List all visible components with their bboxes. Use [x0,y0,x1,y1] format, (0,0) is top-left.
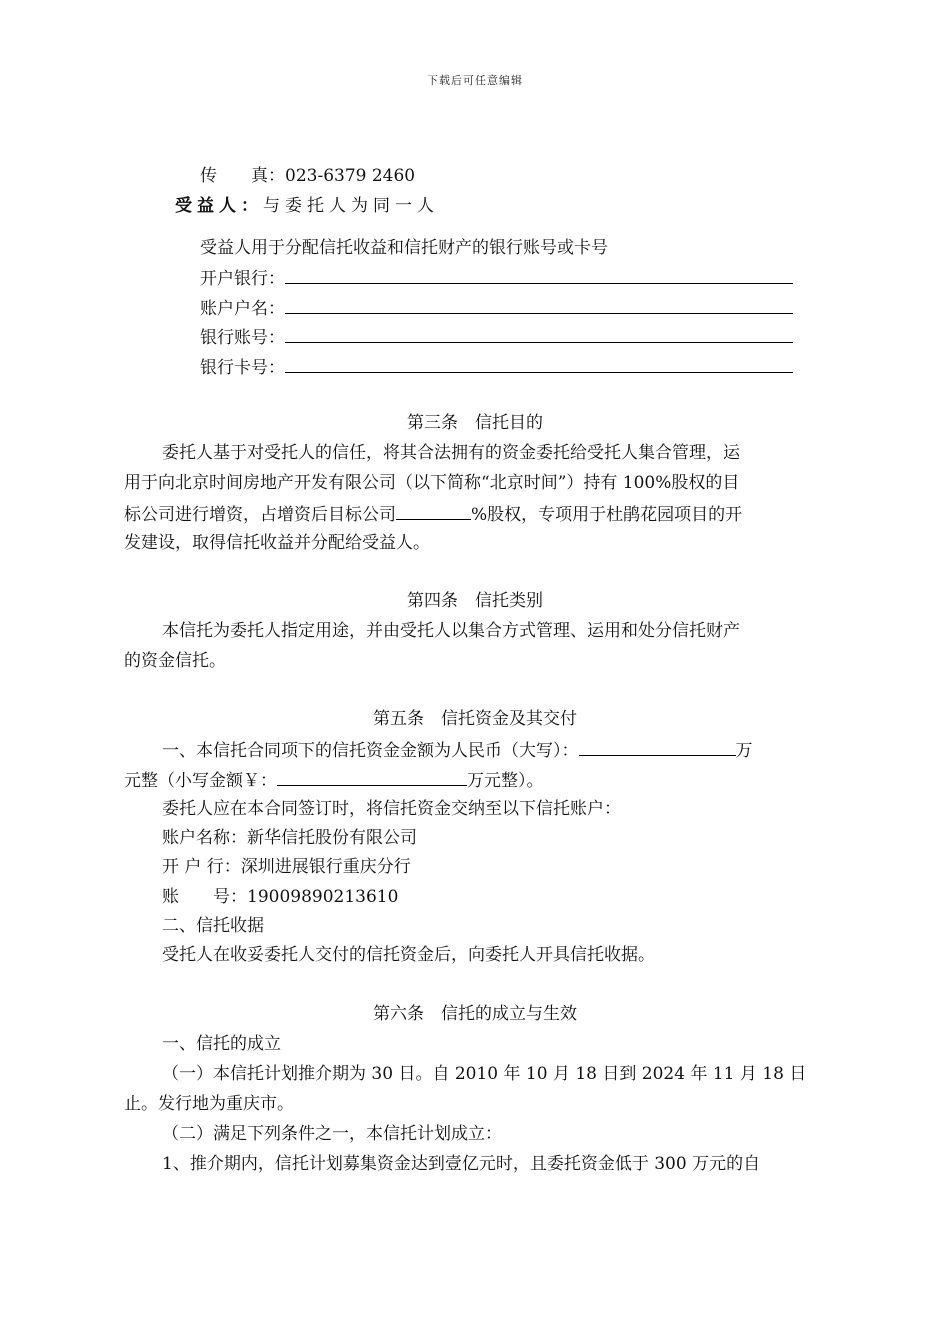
article4-line-2: 的资金信托。 [124,651,226,671]
article6-line-4: （二）满足下列条件之一，本信托计划成立： [162,1124,502,1144]
bank-info-title: 受益人用于分配信托收益和信托财产的银行账号或卡号 [200,238,608,258]
fax-line [200,166,415,186]
article3-line-3b: %股权，专项用于杜鹃花园项目的开 [471,505,743,525]
bank-field-open-bank [200,267,793,289]
page-header: 下载后可任意编辑 [427,74,523,87]
article5-line-2b: 万元整）。 [467,771,544,791]
article6-line-5: 1、推介期内，信托计划募集资金达到壹亿元时，且委托资金低于 300 万元的自 [162,1154,761,1174]
article3-line-2: 用于向北京时间房地产开发有限公司（以下简称“北京时间”）持有 100%股权的目 [124,473,740,493]
blank-line [396,503,471,520]
article5-line-2 [124,769,544,791]
bank-field-account-name [200,297,793,319]
article6-line-1: 一、信托的成立 [162,1034,281,1054]
article4-line-1: 本信托为委托人指定用途，并由受托人以集合方式管理、运用和处分信托财产 [162,621,740,641]
article6-title: 第六条 信托的成立与生效 [373,1004,577,1024]
blank-line [285,356,793,373]
article4-title: 第四条 信托类别 [407,591,543,611]
article3-line-4: 发建设，取得信托收益并分配给受益人。 [124,533,430,553]
bank-field-label: 银行卡号： [200,358,285,378]
article5-line-4: 账户名称：新华信托股份有限公司 [162,828,417,848]
bank-field-label: 开户银行： [200,269,285,289]
article5-line-1a: 一、本信托合同项下的信托资金金额为人民币（大写）： [162,741,579,761]
beneficiary-value: 与委托人为同一人 [263,196,439,216]
article5-line-3: 委托人应在本合同签订时，将信托资金交纳至以下信托账户： [162,799,621,819]
article5-line-1b: 万 [735,741,753,761]
article6-line-2: （一）本信托计划推介期为 30 日。自 2010 年 10 月 18 日到 2024 年 11 月 18 日 [162,1064,807,1084]
bank-field-label: 银行账号： [200,328,285,348]
article3-line-3 [124,503,742,525]
blank-line [285,297,793,314]
article3-line-1: 委托人基于对受托人的信任，将其合法拥有的资金委托给受托人集合管理，运 [162,443,740,463]
article5-line-7: 二、信托收据 [162,916,264,936]
blank-line [285,267,793,284]
blank-line [579,739,736,756]
article5-line-2a: 元整（小写金额￥： [124,771,277,791]
article5-line-6: 账 号：19009890213610 [162,887,399,907]
bank-field-account-number [200,326,793,348]
article3-line-3a: 标公司进行增资，占增资后目标公司 [124,505,396,525]
fax-label: 传 真： [200,166,285,186]
article5-line-1 [162,739,753,761]
beneficiary-line [175,196,439,216]
article5-title: 第五条 信托资金及其交付 [373,709,577,729]
article5-line-5: 开 户 行：深圳进展银行重庆分行 [162,857,411,877]
article6-line-3: 止。发行地为重庆市。 [124,1094,294,1114]
beneficiary-label: 受益人： [175,196,263,216]
blank-line [277,769,467,786]
article5-line-8: 受托人在收妥委托人交付的信托资金后，向委托人开具信托收据。 [162,945,655,965]
blank-line [285,326,793,343]
article3-title: 第三条 信托目的 [407,413,543,433]
fax-value: 023-6379 2460 [285,166,416,186]
bank-field-label: 账户户名： [200,299,285,319]
bank-field-card-number [200,356,793,378]
